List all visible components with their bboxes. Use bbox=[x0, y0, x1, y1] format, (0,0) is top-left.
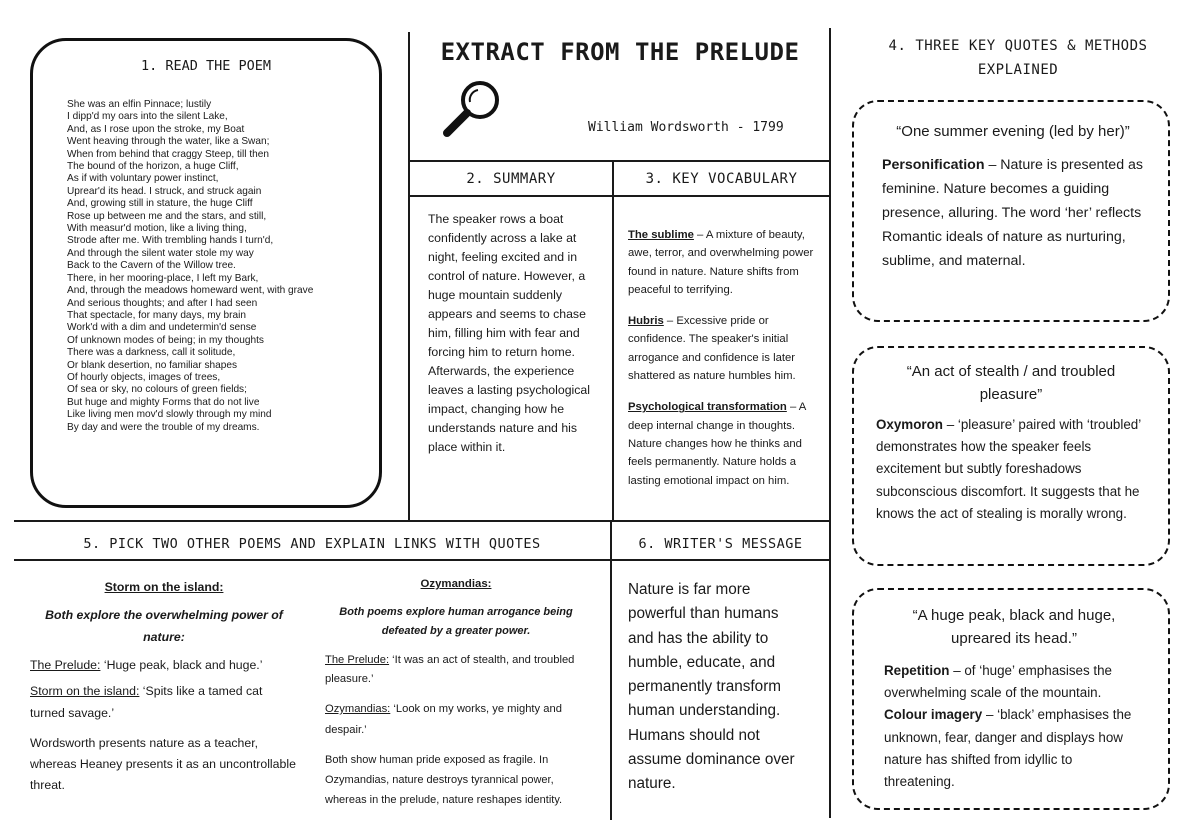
vocabulary-heading: 3. KEY VOCABULARY bbox=[645, 171, 798, 187]
summary-text: The speaker rows a boat confidently across a lake at night, feeling excited and in control of nature. However, a huge mountain suddenly appears and seems to chase him, filling him with fear and forcing him to return home. Afterwards, the experience leaves a lasting psychological impact, changing how he understands nature and his place within it. bbox=[428, 212, 591, 454]
quote-card-2 bbox=[852, 346, 1170, 566]
poem-a-theme: Both explore the overwhelming power of nature: bbox=[45, 608, 283, 644]
divider-vertical-middle bbox=[612, 160, 614, 520]
poem-b-column bbox=[325, 578, 587, 810]
poem-panel bbox=[30, 38, 382, 508]
quotes-heading bbox=[836, 34, 1200, 82]
poem-a-column bbox=[30, 580, 298, 796]
divider-horizontal-middle bbox=[14, 520, 831, 522]
quote-source: Storm on the island: bbox=[30, 684, 140, 698]
poem-line: That spectacle, for many days, my brain bbox=[67, 309, 246, 321]
quote-text: ‘Spits like a tamed cat turned savage.’ bbox=[30, 684, 263, 720]
vocab-definition: – A deep internal change in thoughts. Nature changes how he thinks and feels permanently. Nature holds a lasting emotional impact on him. bbox=[628, 401, 806, 487]
poem-a-quote-2 bbox=[30, 680, 298, 724]
quote-text: “An act of stealth / and troubled pleasure” bbox=[906, 363, 1116, 403]
links-heading: 5. PICK TWO OTHER POEMS AND EXPLAIN LINKS WITH QUOTES bbox=[83, 536, 541, 552]
poem-line: Or blank desertion, no familiar shapes bbox=[67, 359, 237, 371]
poem-b-quote-1 bbox=[325, 651, 587, 689]
method-name: Repetition bbox=[884, 663, 950, 678]
vocab-definition: – Excessive pride or confidence. The speaker's initial arrogance and confidence is later shattered as nature humbles him. bbox=[628, 315, 796, 383]
vocab-term: Psychological transformation bbox=[628, 401, 787, 414]
message-heading: 6. WRITER'S MESSAGE bbox=[638, 536, 803, 552]
poem-line: Back to the Cavern of the Willow tree. bbox=[67, 260, 236, 272]
poem-line: But huge and mighty Forms that do not live bbox=[67, 396, 260, 408]
quote-card-1 bbox=[852, 100, 1170, 322]
poem-line: There, in her mooring-place, I left my Bark, bbox=[67, 272, 259, 284]
quote-text: ‘Huge peak, black and huge.’ bbox=[100, 658, 263, 672]
quote-card-3 bbox=[852, 588, 1170, 810]
poem-line: Uprear'd its head. I struck, and struck again bbox=[67, 185, 262, 197]
method-explanation: – of ‘huge’ emphasises the overwhelming scale of the mountain. bbox=[884, 663, 1112, 701]
poem-b-comparison: Both show human pride exposed as fragile. In Ozymandias, nature destroys tyrannical power, whereas in the prelude, nature reshapes identity. bbox=[325, 754, 563, 806]
method-explanation: – ‘pleasure’ paired with ‘troubled’ demonstrates how the speaker feels excitement but subtly foreshadows subconscious discomfort. It suggests that he knows the act of stealing is morally wrong. bbox=[876, 417, 1141, 521]
poem-text bbox=[67, 99, 382, 434]
poem-line: And serious thoughts; and after I had seen bbox=[67, 297, 258, 309]
method-explanation: – ‘black’ emphasises the unknown, fear, danger and displays how nature has shifted from idyllic to threatening. bbox=[884, 707, 1132, 790]
divider-horizontal-vocab bbox=[408, 195, 831, 197]
quote-explanation bbox=[884, 660, 1144, 793]
summary-heading: 2. SUMMARY bbox=[466, 171, 556, 187]
quotes-heading-line2: EXPLAINED bbox=[977, 62, 1059, 78]
poem-a-quote-1 bbox=[30, 658, 298, 672]
quote-text: ‘Look on my works, ye mighty and despair.’ bbox=[325, 703, 562, 736]
quote-text: “One summer evening (led by her)” bbox=[896, 123, 1130, 140]
method-name: Oxymoron bbox=[876, 417, 943, 432]
quote-source: The Prelude: bbox=[325, 654, 390, 666]
poem-line: Rose up between me and the stars, and still, bbox=[67, 210, 267, 222]
method-name: Personification bbox=[882, 157, 985, 173]
message-text: Nature is far more powerful than humans and has the ability to humble, educate, and permanently transform human understanding. Humans should not assume dominance over nature. bbox=[628, 581, 795, 793]
divider-vertical-bottom bbox=[610, 520, 612, 820]
divider-vertical-left bbox=[408, 32, 410, 520]
vocab-item bbox=[628, 312, 818, 385]
divider-horizontal-bottom bbox=[14, 559, 831, 561]
poem-heading: 1. READ THE POEM bbox=[140, 58, 272, 74]
vocab-term: The sublime bbox=[628, 229, 694, 241]
poem-line: And, as I rose upon the stroke, my Boat bbox=[67, 123, 245, 135]
poem-line: Of sea or sky, no colours of green fields; bbox=[67, 384, 247, 396]
poem-line: With measur'd motion, like a living thing, bbox=[67, 223, 247, 235]
vocab-definition: – A mixture of beauty, awe, terror, and overwhelming power found in nature. Nature shifts from peaceful to terrifying. bbox=[628, 229, 814, 296]
author-line: William Wordsworth - 1799 bbox=[588, 120, 784, 135]
poem-line: And, through the meadows homeward went, with grave bbox=[67, 285, 314, 297]
poem-line: Went heaving through the water, like a Swan; bbox=[67, 136, 270, 148]
poem-line: There was a darkness, call it solitude, bbox=[67, 347, 236, 359]
quotes-heading-line1: 4. THREE KEY QUOTES & METHODS bbox=[888, 38, 1148, 54]
vocabulary-list bbox=[628, 226, 818, 503]
quote-text: ‘It was an act of stealth, and troubled pleasure.’ bbox=[325, 654, 575, 685]
poem-line: As if with voluntary power instinct, bbox=[67, 173, 219, 185]
poem-line: She was an elfin Pinnace; lustily bbox=[67, 99, 212, 110]
poem-line: Strode after me. With trembling hands I turn'd, bbox=[67, 235, 274, 247]
quote-text: “A huge peak, black and huge, upreared its head.” bbox=[912, 607, 1116, 647]
vocab-item bbox=[628, 398, 818, 489]
method-explanation: – Nature is presented as feminine. Nature becomes a guiding presence, alluring. The word ‘her’ reflects Romantic ideals of nature as nurturing, sublime, and maternal. bbox=[882, 157, 1144, 269]
method-name: Colour imagery bbox=[884, 707, 983, 723]
poem-line: Of hourly objects, images of trees, bbox=[67, 371, 221, 383]
poem-a-title: Storm on the island: bbox=[104, 580, 224, 594]
vocab-term: Hubris bbox=[628, 315, 664, 328]
poem-line: The bound of the horizon, a huge Cliff, bbox=[67, 161, 239, 173]
poem-line: By day and were the trouble of my dreams. bbox=[67, 421, 260, 433]
poem-line: Of unknown modes of being; in my thoughts bbox=[67, 334, 264, 346]
divider-horizontal-top bbox=[408, 160, 831, 162]
poem-line: And through the silent water stole my way bbox=[67, 247, 254, 259]
poem-line: Work'd with a dim and undetermin'd sense bbox=[67, 322, 257, 334]
quote-explanation bbox=[876, 414, 1146, 525]
poem-line: Like living men mov'd slowly through my mind bbox=[67, 409, 272, 421]
quote-explanation bbox=[882, 153, 1144, 273]
poem-a-comparison: Wordsworth presents nature as a teacher, whereas Heaney presents it as an uncontrollable threat. bbox=[30, 736, 296, 792]
poem-line: I dipp'd my oars into the silent Lake, bbox=[67, 111, 228, 123]
poem-b-quote-2 bbox=[325, 699, 587, 741]
poem-line: And, growing still in stature, the huge Cliff bbox=[67, 198, 253, 210]
page-title: EXTRACT FROM THE PRELUDE bbox=[440, 38, 800, 66]
vocab-item bbox=[628, 226, 818, 299]
poem-b-theme: Both poems explore human arrogance being defeated by a greater power. bbox=[339, 606, 573, 637]
poem-line: When from behind that craggy Steep, till then bbox=[67, 148, 269, 160]
divider-vertical-right bbox=[829, 28, 831, 818]
magnifying-glass-icon bbox=[440, 76, 506, 142]
poem-b-title: Ozymandias: bbox=[420, 578, 492, 590]
quote-source: The Prelude: bbox=[30, 658, 101, 672]
quote-source: Ozymandias: bbox=[325, 703, 391, 715]
